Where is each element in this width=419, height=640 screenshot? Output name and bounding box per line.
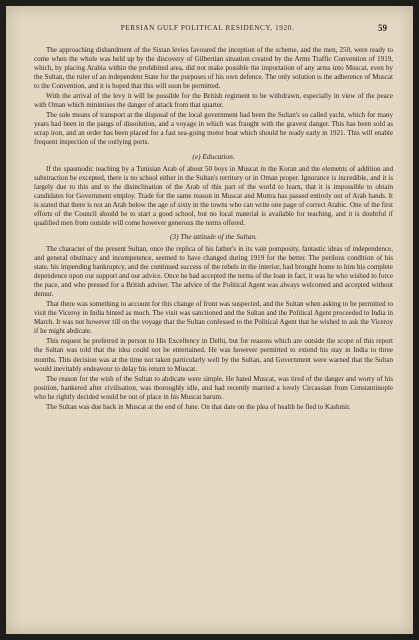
paragraph: The approaching disbandment of the Sistan levies favoured the inception of the scheme, and the men, 250, were ready to come when the whole was held up by the discovery of Gilbertian situation created by the Arms Traffic Convention of 1919, which, by placing Arabia within the prohibited area, did not make possible the importation of any arms into Muscat, even by the Sultan, the ruler of an independent State for the purposes of his own defence. The only solution is the adherence of Muscat to the Convention, and it is hoped that this will soon be permitted. <box>34 46 393 91</box>
paragraph: The reason for the wish of the Sultan to abdicate were simple. He hated Muscat, was tired of the danger and worry of his position, hankered after civilisation, was thoroughly idle, and had recently married a lovely Circassian from Constantinople who he rightly decided would be out of place in his Muscat harum. <box>34 374 393 401</box>
document-page <box>6 6 413 634</box>
paragraph: With the arrival of the levy it will be possible for the British regiment to be withdrawn, especially in view of the peace with Oman which minimises the danger of attack from that quarter. <box>34 92 393 110</box>
paragraph: That there was something to account for this change of front was suspected, and the Sultan when asking to be permitted to visit the Viceroy in India hinted as much. The visit was sanctioned and the Sultan and the Political Agent proceeded to India in March. It was not however till on the voyage that the Sultan confessed to the Political Agent that he wished to ask the Viceroy if he might abdicate. <box>34 300 393 336</box>
paragraph: This request he preferred in person to His Excellency in Delhi, but for reasons which are outside the scope of this report the Sultan was told that the idea could not be entertained. He was however permitted to extend his stay in India to three months. This decision was at the time not taken particularly well by the Sultan, and Government were warned that the Sultan would inevitably endeavour to delay his return to Muscat. <box>34 337 393 373</box>
header-title: PERSIAN GULF POLITICAL RESIDENCY, 1920. <box>120 24 295 32</box>
running-header <box>28 24 387 38</box>
section-heading-education: (e) Education. <box>192 151 235 161</box>
section-heading-attitude-of-sultan: (3) The attitude of the Sultan. <box>169 231 258 241</box>
page-number: 59 <box>378 23 387 33</box>
paragraph: The sole means of transport at the disposal of the local government had been the Sultan's so called yacht, which for many years had been in the pangs of dissolution, and a voyage in which was fraught with the gravest danger. This has been sold as scrap iron, and an order has been placed for a fast sea-going motor boat which should be ready early in 1921. This will enable frequent inspection of the outlying ports. <box>34 111 393 147</box>
paragraph: The Sultan was due back in Muscat at the end of June. On that date on the plea of health he fled to Kashmir. <box>46 402 351 411</box>
paragraph: If the spasmodic teaching by a Tunisian Arab of about 50 boys in Muscat in the Koran and the elements of addition and substraction be excepted, there is no school either in the Sultan's territory or in Oman proper. Ignorance is incredible, and it is largely due to this and to the disinclination of the Arab of this part of the world to learn, that it is impossible to obtain candidates for Government employ. Trade for the same reason in Muscat and Muttra has passed entirely out of Arab hands. It is stated that there is not an Arab below the age of sixty in the towns who can write one page of correct Arabic. One of the first efforts of the Council should be to start a good school, but no local material is available for teaching, and it is doubtful if qualified men from outside will come however generous the terms offered. <box>34 164 393 227</box>
paragraph: The character of the present Sultan, once the replica of his father's in its vain pomposity, fantastic ideas of independence, and general obstinacy and incompetence, seemed to have changed during 1919 for the better. The perilous condition of his state, his impending bankruptcy, and the continued success of the rebels in the interior, had brought home to him his complete dependence upon our support and our advice. Once he had accepted the terms of the loan in fact, it was he who wished to force the pace, and who pressed for a British adviser. The advice of the Political Agent was always welcomed and accepted without demur. <box>34 244 393 299</box>
document-body <box>34 46 393 413</box>
